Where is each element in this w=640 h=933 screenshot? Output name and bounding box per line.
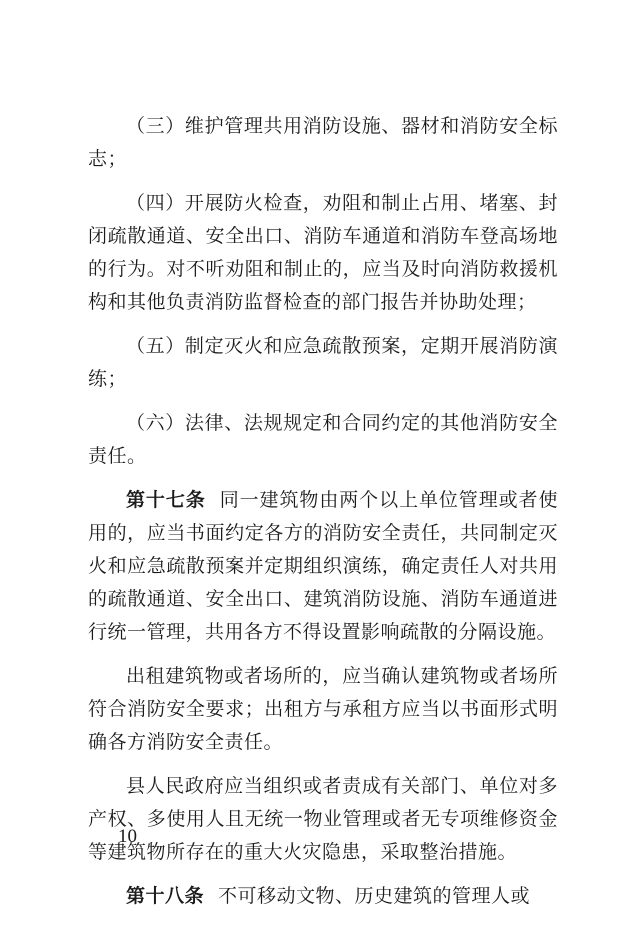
paragraph-item-6 [88,407,558,473]
page-number: 10 [118,826,137,847]
paragraph-item-3 [88,110,558,176]
paragraph-item-4 [88,187,558,319]
paragraph-text: （四）开展防火检查，劝阻和制止占用、堵塞、封闭疏散通道、安全出口、消防车通道和消防车登高场地的行为。对不听劝阻和制止的，应当及时向消防救援机构和其他负责消防监督检查的部门报告并协助处理； [88,192,558,313]
paragraph-text: （六）法律、法规规定和合同约定的其他消防安全责任。 [88,412,558,467]
paragraph-item-5 [88,330,558,396]
article-heading: 第十八条 [126,885,205,907]
paragraph-text: （五）制定灭火和应急疏散预案，定期开展消防演练； [88,335,558,390]
paragraph-text: 不可移动文物、历史建筑的管理人或 [218,885,531,907]
paragraph-text: （三）维护管理共用消防设施、器材和消防安全标志； [88,115,558,170]
paragraph-text: 县人民政府应当组织或者责成有关部门、单位对多产权、多使用人且无统一物业管理或者无专项维修资金等建筑物所存在的重大火灾隐患，采取整治措施。 [88,775,558,863]
article-18 [88,880,558,913]
paragraph-text: 同一建筑物由两个以上单位管理或者使用的，应当书面约定各方的消防安全责任，共同制定灭火和应急疏散预案并定期组织演练，确定责任人对共用的疏散通道、安全出口、建筑消防设施、消防车通道进行统一管理，共用各方不得设置影响疏散的分隔设施。 [88,489,558,643]
article-heading: 第十七条 [126,489,206,511]
paragraph-text: 出租建筑物或者场所的，应当确认建筑物或者场所符合消防安全要求；出租方与承租方应当以书面形式明确各方消防安全责任。 [88,665,558,753]
article-17-clause-3 [88,770,558,869]
article-17-clause-2 [88,660,558,759]
article-17 [88,484,558,649]
document-body [88,110,558,924]
